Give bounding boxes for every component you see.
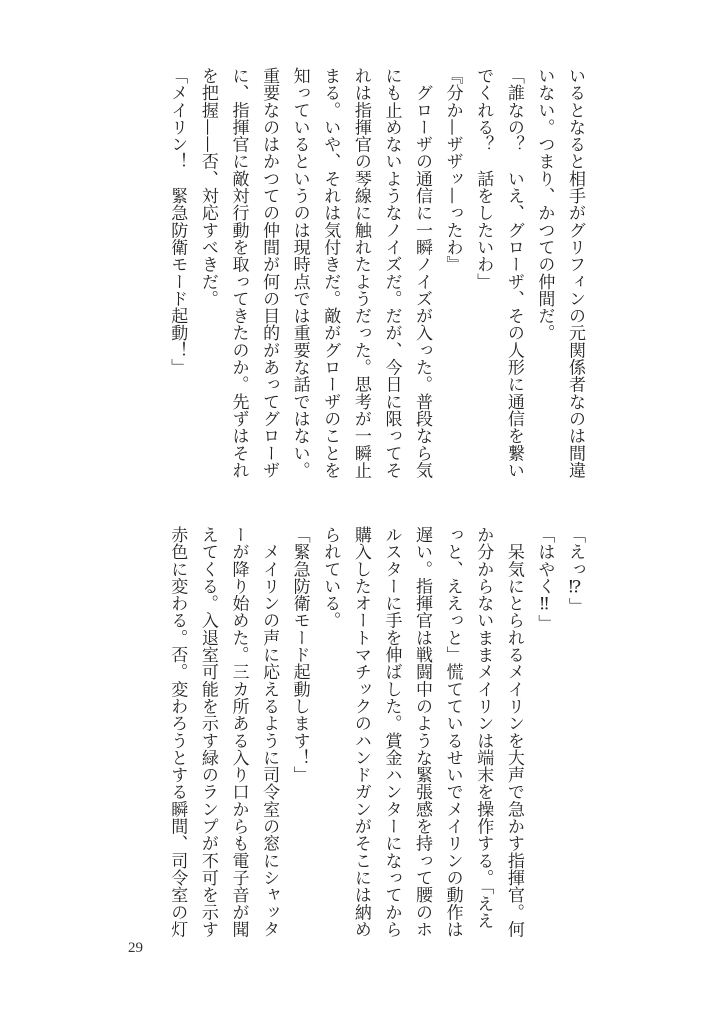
text-column: 赤色に変わる。否。変わろうとする瞬間、司令室の灯 [167,526,188,938]
text-column: 呆気にとられるメイリンを大声で急かす指揮官。何 [503,526,524,938]
text-column: メイリンの声に応えるように司令室の窓にシャッタ [259,526,280,938]
text-column: 重要なのはかつての仲間が何の目的があってグローザ [259,67,280,479]
text-column: 遅い。指揮官は戦闘中のような緊張感を持って腰のホ [412,526,433,938]
text-column: っと、ええっと」慌てているせいでメイリンの動作は [442,526,463,938]
text-column: 「はやく‼」 [534,526,555,632]
text-column: 「メイリン！ 緊急防衛モード起動！」 [167,67,188,376]
text-column: にも止めないようなノイズだ。だが、今日に限ってそ [381,67,402,479]
text-column: か分からないままメイリンは端末を操作する。「ええ [473,526,494,930]
text-column: に、指揮官に敵対行動を取ってきたのか。先ずはそれ [228,67,249,479]
text-column: られている。 [320,526,341,629]
text-block-top [160,67,590,487]
text-column: ーが降り始めた。三カ所ある入り口からも電子音が聞 [228,526,249,938]
text-column: まる。いや、それは気付きだ。敵がグローザのことを [320,67,341,479]
text-column: いない。つまり、かつての仲間だ。 [534,67,555,342]
text-column: 知っているというのは現時点では重要な話ではない。 [289,67,310,479]
text-column: 『分か—ザザッ—ったわ』 [442,67,463,273]
text-column: 「えっ⁉」 [565,526,585,615]
text-column: いるとなると相手がグリフィンの元関係者なのは間違 [565,67,585,479]
text-block-bottom [160,526,590,946]
text-column: 「緊急防衛モード起動します！」 [289,526,310,784]
text-column: 購入したオートマチックのハンドガンがそこには納め [350,526,371,938]
text-column: グローザの通信に一瞬ノイズが入った。普段なら気 [412,67,433,479]
text-column: 「誰なの？ いえ、グローザ、その人形に通信を繋い [503,67,524,479]
text-column: を把握——否、対応すべきだ。 [197,67,218,308]
page-number: 29 [128,940,143,956]
text-column: でくれる？ 話をしたいわ」 [473,67,494,290]
text-column: れは指揮官の琴線に触れたようだった。思考が一瞬止 [350,67,371,479]
text-column: えてくる。入退室可能を示す緑のランプが不可を示す [197,526,218,938]
text-column: ルスターに手を伸ばした。賞金ハンターになってから [381,526,402,938]
